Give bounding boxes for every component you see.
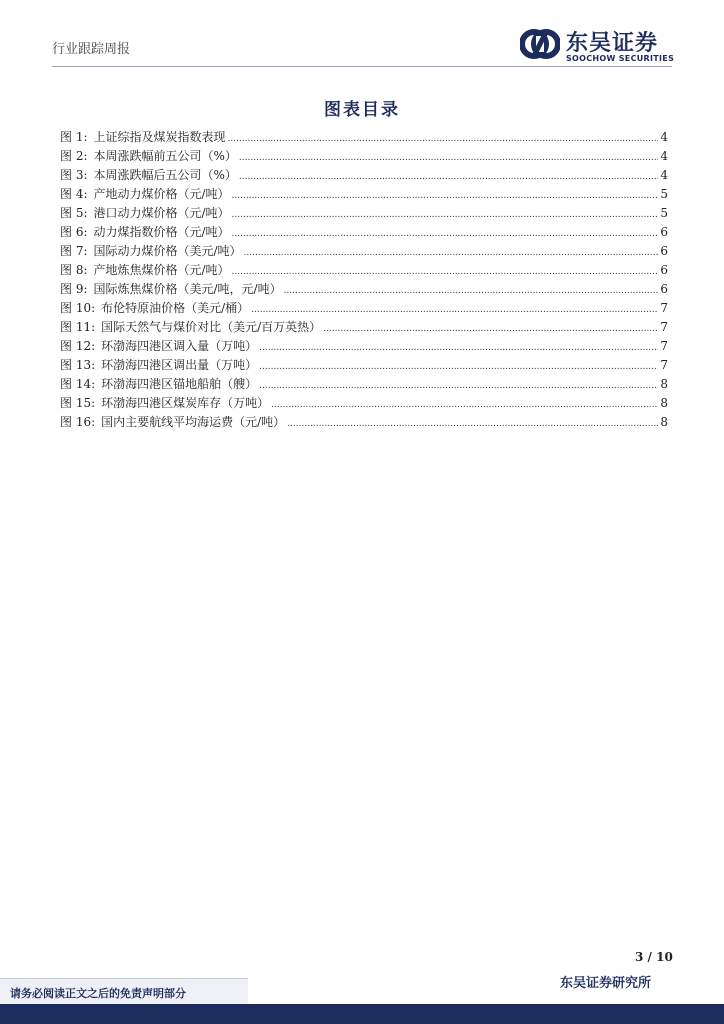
toc-item-page: 7 <box>660 339 668 353</box>
toc-item[interactable] <box>60 337 668 356</box>
disclaimer-box <box>0 978 248 1005</box>
toc-item[interactable] <box>60 223 668 242</box>
toc-leader-dots <box>239 153 658 163</box>
toc-item-page: 7 <box>660 358 668 372</box>
toc-item-number: 图 10: <box>60 301 96 315</box>
toc-item-page: 6 <box>660 263 668 277</box>
toc-item-page: 5 <box>660 187 668 201</box>
toc-item[interactable] <box>60 413 668 432</box>
toc-item-page: 8 <box>660 377 668 391</box>
toc-leader-dots <box>232 210 659 220</box>
toc-item[interactable] <box>60 261 668 280</box>
toc-leader-dots <box>259 343 658 353</box>
toc-leader-dots <box>287 419 658 429</box>
toc-item-page: 4 <box>660 130 668 144</box>
toc-item-number: 图 14: <box>60 377 96 391</box>
toc-leader-dots <box>259 381 658 391</box>
footer-band <box>0 1004 724 1024</box>
toc-item-page: 6 <box>660 282 668 296</box>
toc-item-title: 港口动力煤价格（元/吨） <box>93 206 230 220</box>
toc-title: 图表目录 <box>324 100 400 120</box>
page-number: 3 / 10 <box>635 950 673 964</box>
logo-name-en: SOOCHOW SECURITIES <box>566 54 675 63</box>
toc-item-number: 图 6: <box>60 225 88 239</box>
toc-item-title: 动力煤指数价格（元/吨） <box>93 225 230 239</box>
toc-leader-dots <box>232 229 659 239</box>
toc-item-number: 图 9: <box>60 282 88 296</box>
toc-item-title: 环渤海四港区煤炭库存（万吨） <box>101 396 270 410</box>
toc-leader-dots <box>323 324 658 334</box>
toc-item-page: 4 <box>660 149 668 163</box>
footer-org-name: 东吴证券研究所 <box>560 976 652 991</box>
toc-item[interactable] <box>60 147 668 166</box>
toc-leader-dots <box>244 248 659 258</box>
toc-item-title: 本周涨跌幅后五公司（%） <box>93 168 237 182</box>
toc-item-number: 图 4: <box>60 187 88 201</box>
toc-item[interactable] <box>60 394 668 413</box>
toc-item-page: 4 <box>660 168 668 182</box>
toc-item[interactable] <box>60 242 668 261</box>
soochow-logo-icon <box>520 26 560 62</box>
toc-item[interactable] <box>60 128 668 147</box>
table-of-figures <box>60 128 668 432</box>
company-logo <box>520 26 680 66</box>
toc-item-number: 图 5: <box>60 206 88 220</box>
toc-item-page: 7 <box>660 301 668 315</box>
toc-item-page: 5 <box>660 206 668 220</box>
toc-item-title: 国际动力煤价格（美元/吨） <box>93 244 242 258</box>
toc-leader-dots <box>284 286 659 296</box>
logo-name-cn: 东吴证券 <box>566 31 659 56</box>
toc-leader-dots <box>232 191 659 201</box>
toc-item-title: 环渤海四港区锚地船舶（艘） <box>101 377 258 391</box>
toc-item-page: 7 <box>660 320 668 334</box>
toc-item-page: 6 <box>660 244 668 258</box>
toc-item-title: 环渤海四港区调出量（万吨） <box>101 358 258 372</box>
toc-item-title: 国际炼焦煤价格（美元/吨，元/吨） <box>93 282 282 296</box>
toc-item-title: 国内主要航线平均海运费（元/吨） <box>101 415 286 429</box>
toc-leader-dots <box>259 362 658 372</box>
toc-item-title: 产地炼焦煤价格（元/吨） <box>93 263 230 277</box>
toc-leader-dots <box>271 400 658 410</box>
toc-item-number: 图 1: <box>60 130 88 144</box>
toc-item[interactable] <box>60 318 668 337</box>
toc-item-number: 图 13: <box>60 358 96 372</box>
toc-item-title: 国际天然气与煤价对比（美元/百万英热） <box>101 320 322 334</box>
toc-item-title: 环渤海四港区调入量（万吨） <box>101 339 258 353</box>
toc-leader-dots <box>239 172 658 182</box>
toc-item[interactable] <box>60 204 668 223</box>
toc-item[interactable] <box>60 185 668 204</box>
toc-item-title: 上证综指及煤炭指数表现 <box>93 130 226 144</box>
disclaimer-text: 请务必阅读正文之后的免责声明部分 <box>10 987 186 1000</box>
toc-item-number: 图 3: <box>60 168 88 182</box>
toc-item-title: 布伦特原油价格（美元/桶） <box>101 301 250 315</box>
toc-item[interactable] <box>60 299 668 318</box>
toc-item[interactable] <box>60 356 668 375</box>
report-type-label: 行业跟踪周报 <box>52 42 131 57</box>
toc-item-number: 图 8: <box>60 263 88 277</box>
toc-item-number: 图 12: <box>60 339 96 353</box>
toc-item[interactable] <box>60 375 668 394</box>
toc-leader-dots <box>251 305 658 315</box>
toc-item-title: 产地动力煤价格（元/吨） <box>93 187 230 201</box>
toc-item-page: 6 <box>660 225 668 239</box>
toc-leader-dots <box>228 134 659 144</box>
toc-item[interactable] <box>60 280 668 299</box>
toc-item-page: 8 <box>660 396 668 410</box>
toc-item-number: 图 7: <box>60 244 88 258</box>
header-divider <box>52 66 672 67</box>
toc-item-number: 图 11: <box>60 320 96 334</box>
toc-item-page: 8 <box>660 415 668 429</box>
toc-leader-dots <box>232 267 659 277</box>
toc-item-number: 图 2: <box>60 149 88 163</box>
toc-item[interactable] <box>60 166 668 185</box>
toc-item-title: 本周涨跌幅前五公司（%） <box>93 149 237 163</box>
toc-item-number: 图 16: <box>60 415 96 429</box>
toc-item-number: 图 15: <box>60 396 96 410</box>
